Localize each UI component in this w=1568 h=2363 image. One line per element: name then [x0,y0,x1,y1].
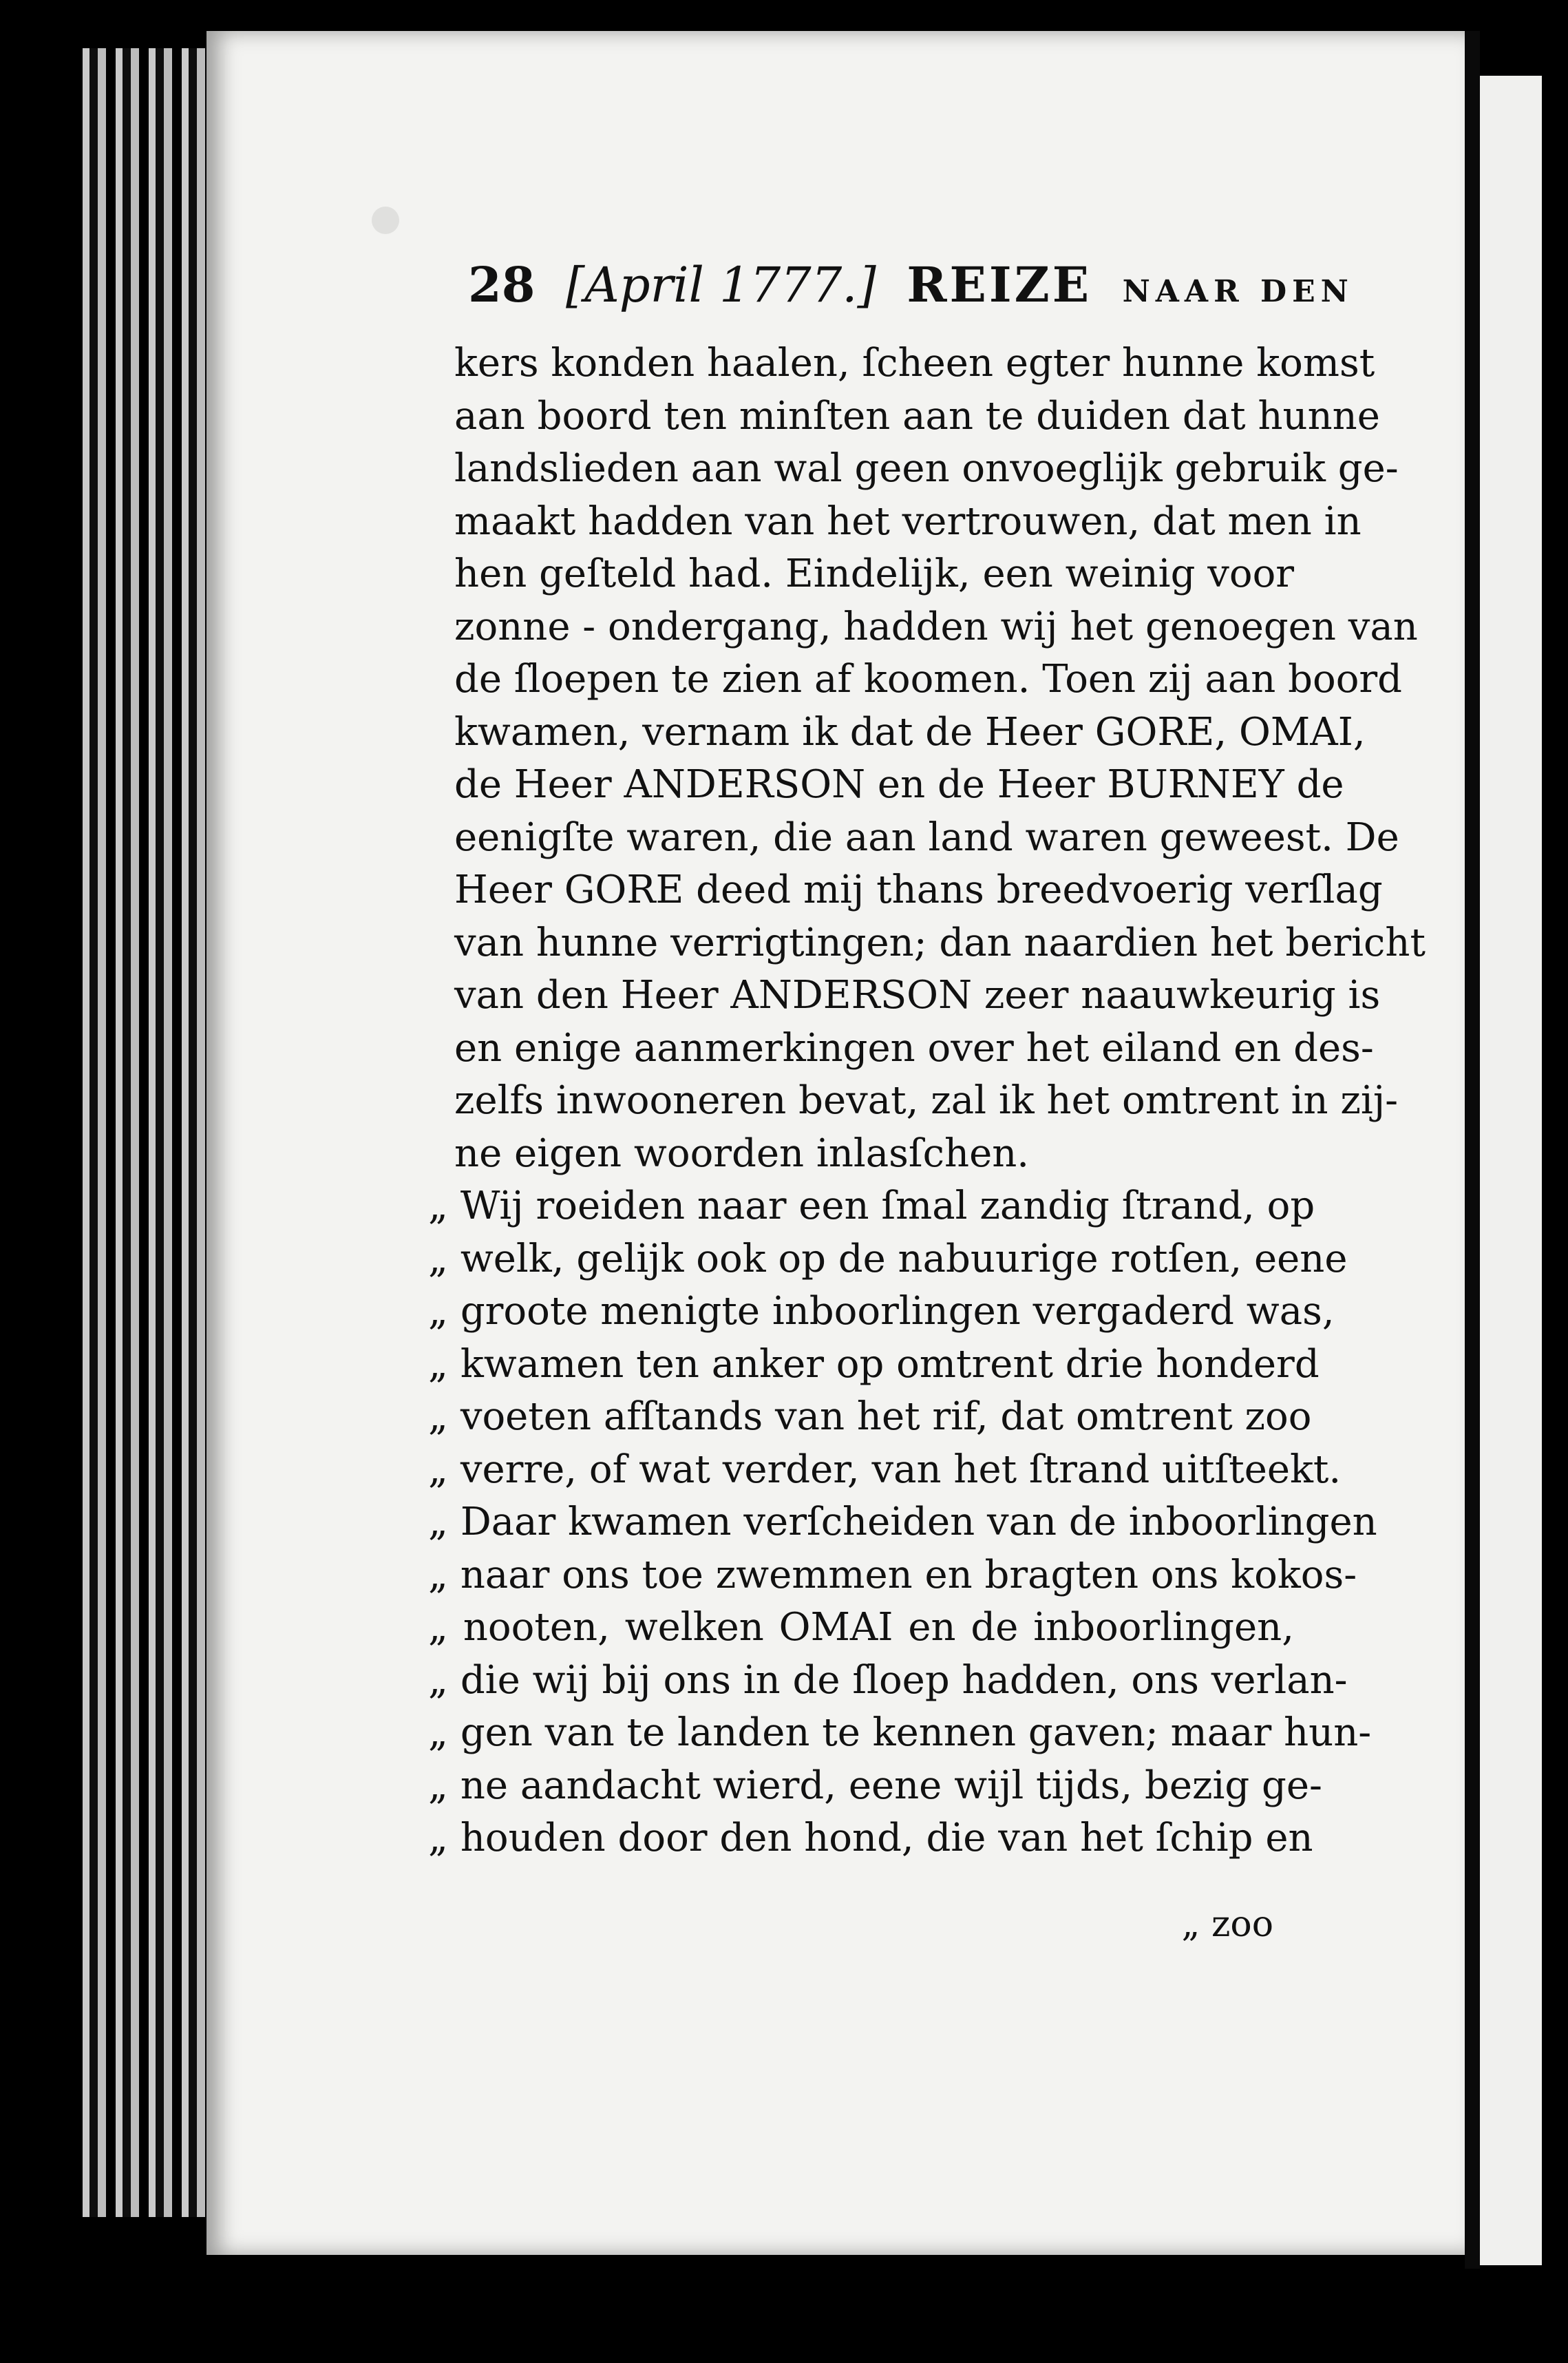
text-line: de ſloepen te zien af koomen. Toen zij aan boord [454,657,1403,702]
text-line: „ verre, of wat verder, van het ſtrand uitſteekt. [428,1447,1342,1492]
text-line: de Heer ANDERSON en de Heer BURNEY de [454,762,1344,807]
text-line: kers konden haalen, ſcheen egter hunne komst [454,341,1375,386]
text-line: „ welk, gelijk ook op de nabuurige rotſen, eene [428,1236,1348,1281]
text-line: „ naar ons toe zwemmen en bragten ons kokos- [428,1552,1357,1597]
text-line: „ ne aandacht wierd, eene wijl tijds, bezig ge- [428,1763,1322,1808]
text-line: eenigſte waren, die aan land waren geweest. De [454,815,1399,860]
text-line: landslieden aan wal geen onvoeglijk gebruik ge- [454,446,1399,491]
text-line: kwamen, vernam ik dat de Heer GORE, OMAI, [454,709,1366,755]
text-line: „ groote menigte inboorlingen vergaderd was, [428,1289,1335,1334]
text-line: maakt hadden van het vertrouwen, dat men in [454,498,1362,544]
header-title-rest: NAAR DEN [1122,274,1354,309]
text-line: „ Wij roeiden naar een ſmal zandig ſtrand, op [428,1184,1315,1228]
header-date: [April 1777.] [565,257,876,313]
text-line: Heer GORE deed mij thans breedvoerig verſlag [454,868,1383,912]
text-line: van den Heer ANDERSON zeer naauwkeurig is [454,973,1381,1018]
text-line: van hunne verrigtingen; dan naardien het bericht [454,920,1426,965]
text-line: zelfs inwooneren bevat, zal ik het omtrent in zij- [454,1078,1399,1123]
text-line: aan boord ten minſten aan te duiden dat hunne [454,393,1380,439]
header-title: REIZE [907,256,1092,313]
text-line: „ gen van te landen te kennen gaven; maar hun- [428,1710,1372,1755]
page-number: 28 [468,256,536,313]
body-text [428,337,1426,1865]
smudge [372,207,399,234]
text-line: zonne - ondergang, hadden wij het genoegen van [454,604,1418,649]
text-line: hen geſteld had. Eindelijk, een weinig voor [454,552,1295,596]
facing-page-edge [1480,76,1542,2265]
text-line: „ Daar kwamen verſcheiden van de inboorlingen [428,1500,1377,1544]
catchword: „ zoo [1181,1904,1273,1945]
text-line: „ die wij bij ons in de ſloep hadden, ons verlan- [428,1657,1348,1703]
text-line: en enige aanmerkingen over het eiland en des- [454,1025,1374,1071]
text-line: „ voeten afſtands van het rif, dat omtrent zoo [428,1394,1312,1439]
text-line: „ houden door den hond, die van het ſchip en [428,1816,1313,1860]
page-edge-shadow [1465,31,1480,2269]
text-line: ne eigen woorden inlasſchen. [454,1131,1030,1176]
text-line: „ nooten, welken OMAI en de inboorlingen, [428,1605,1294,1650]
text-line: „ kwamen ten anker op omtrent drie honderd [428,1341,1320,1387]
running-header [468,256,1354,325]
